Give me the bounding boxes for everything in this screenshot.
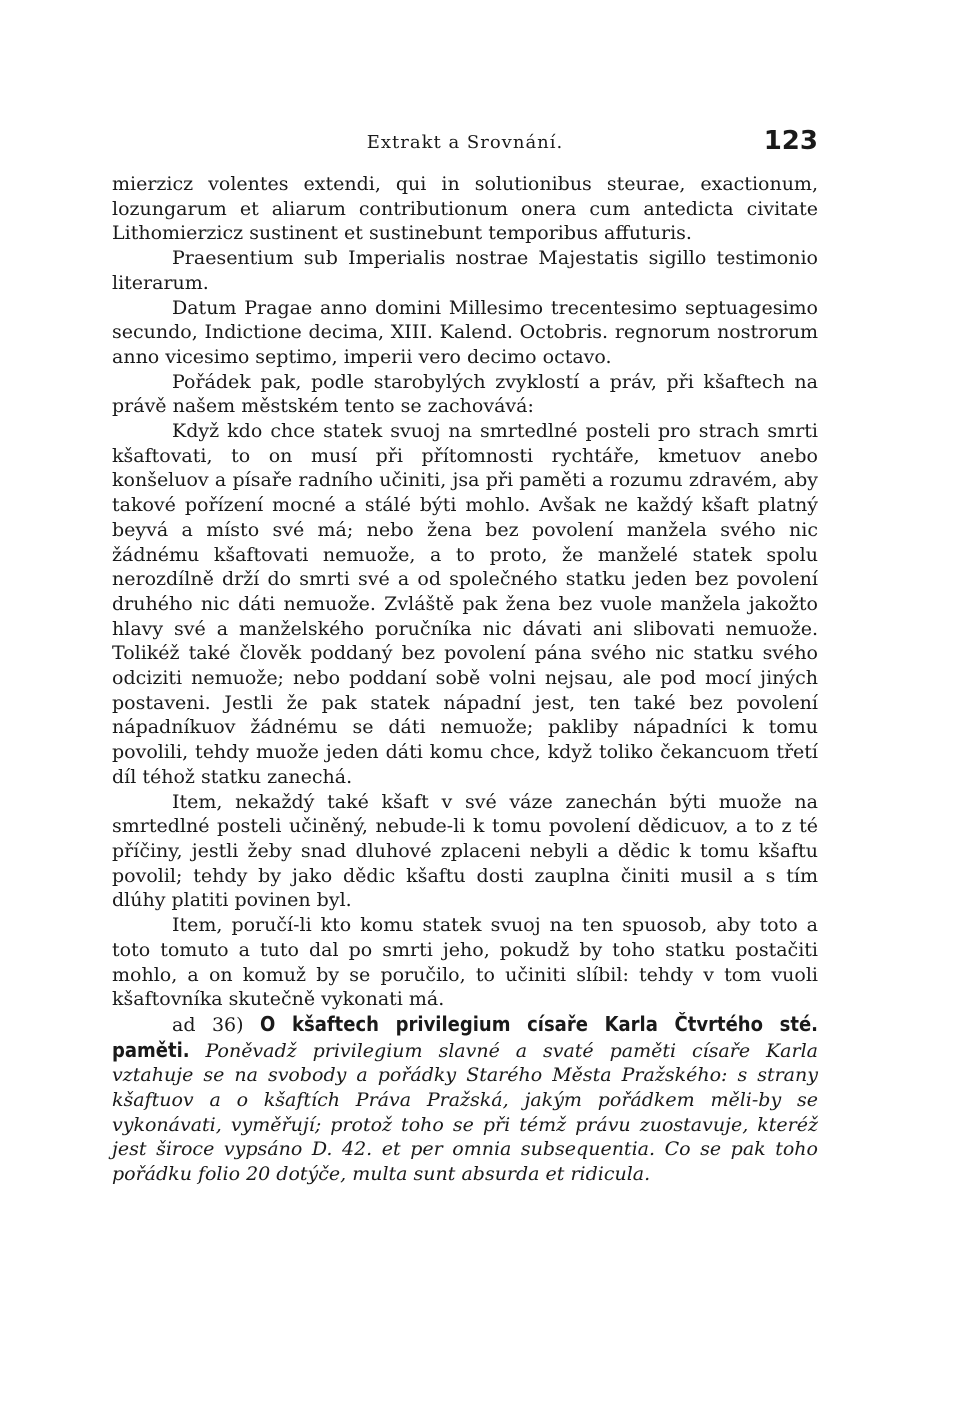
section-heading: O kšaftech privilegium císaře Karla Čtvrtého sté. paměti. bbox=[112, 1011, 819, 1062]
paragraph-item-poruci: Item, poručí-li kto komu statek svuoj na ten spuosob, aby toto a toto tomuto a tuto dal po smrti jeho, pokudž by toho statku postačiti mohlo, a on komuž by se poručilo, to učiniti slíbil: tehdy v tom vuoli kšaftovníka skutečně vykonati má. bbox=[112, 914, 818, 1011]
section-body: Poněvadž privilegium slavné a svaté paměti císaře Karla vztahuje se na svobody a pořádky Starého Města Pražského: s strany kšaftuov a o kšaftích Práva Pražská, jakým pořádkem měli-by se vykonávati, vyměřují; protož toho se při témž právu zuostavuje, kteréž jest široce vypsáno D. 42. et per omnia subsequentia. Co se pak toho pořádku folio 20 dotýče, multa sunt absurda et ridicula. bbox=[112, 1039, 818, 1186]
running-head: Extrakt a Srovnání. bbox=[366, 132, 564, 153]
paragraph-poradek: Pořádek pak, podle starobylých zvyklostí a práv, při kšaftech na právě našem městském tento se zachovává: bbox=[112, 370, 818, 418]
paragraph-item-nekazdy: Item, nekaždý také kšaft v své váze zanechán býti muože na smrtedlné posteli učiněný, nebude-li k tomu povolení dědicuov, a to z té příčiny, jestli žeby snad dluhové zplaceni nebyli a dědic k tomu kšaftu povolil; tehdy by jako dědic kšaftu dosti zauplna činiti musil a s tím dlúhy platiti povinen byl. bbox=[112, 790, 818, 912]
section-36 bbox=[112, 1012, 818, 1187]
paragraph-datum: Datum Pragae anno domini Millesimo trecentesimo septuagesimo secundo, Indictione decima, XIII. Kalend. Octobris. regnorum nostrorum anno vicesimo septimo, imperii vero decimo octavo. bbox=[112, 296, 818, 368]
paragraph-latin-continuation: mierzicz volentes extendi, qui in solutionibus steurae, exactionum, lozungarum et aliarum contributionum onera cum antedicta civitate Lithomierzicz sustinent et sustinebunt temporibus affuturis. bbox=[112, 173, 818, 245]
body-text bbox=[112, 172, 818, 1187]
section-number: ad 36) bbox=[172, 1013, 244, 1036]
paragraph-kdyz-kdo: Když kdo chce statek svuoj na smrtedlné posteli pro strach smrti kšaftovati, to on musí při přítomnosti rychtáře, kmetuov anebo konšeluov a písaře radního učiniti, jsa při paměti a rozumu zdravém, aby takové pořízení mocné a stálé býti mohlo. Avšak ne každý kšaft platný beyvá a místo své má; nebo žena bez povolení manžela svého nic žádnému kšaftovati nemuože, a to proto, že manželé statek spolu nerozdílně drží do smrti své a od společného statku jeden bez povolení druhého nic dáti nemuože. Zvláště pak žena bez vuole manžela jakožto hlavy své a manželského poručníka nic dávati ani slibovati nemuože. Tolikéž také člověk poddaný bez povolení pána svého nic statku svého odciziti nemuože; nebo poddaní sobě volni nejsau, ale pod mocí jiných postaveni. Jestli že pak statek nápadní jest, ten také bez povolení nápadníkuov žádnému se dáti nemuože; pakliby nápadníci k tomu povolili, tehdy muože jeden dáti komu chce, když toliko čekancuom třetí díl téhož statku zanechá. bbox=[112, 420, 818, 788]
page-header bbox=[112, 126, 818, 166]
page-number: 123 bbox=[763, 126, 818, 156]
paragraph-praesentium: Praesentium sub Imperialis nostrae Majestatis sigillo testimonio literarum. bbox=[112, 247, 818, 294]
